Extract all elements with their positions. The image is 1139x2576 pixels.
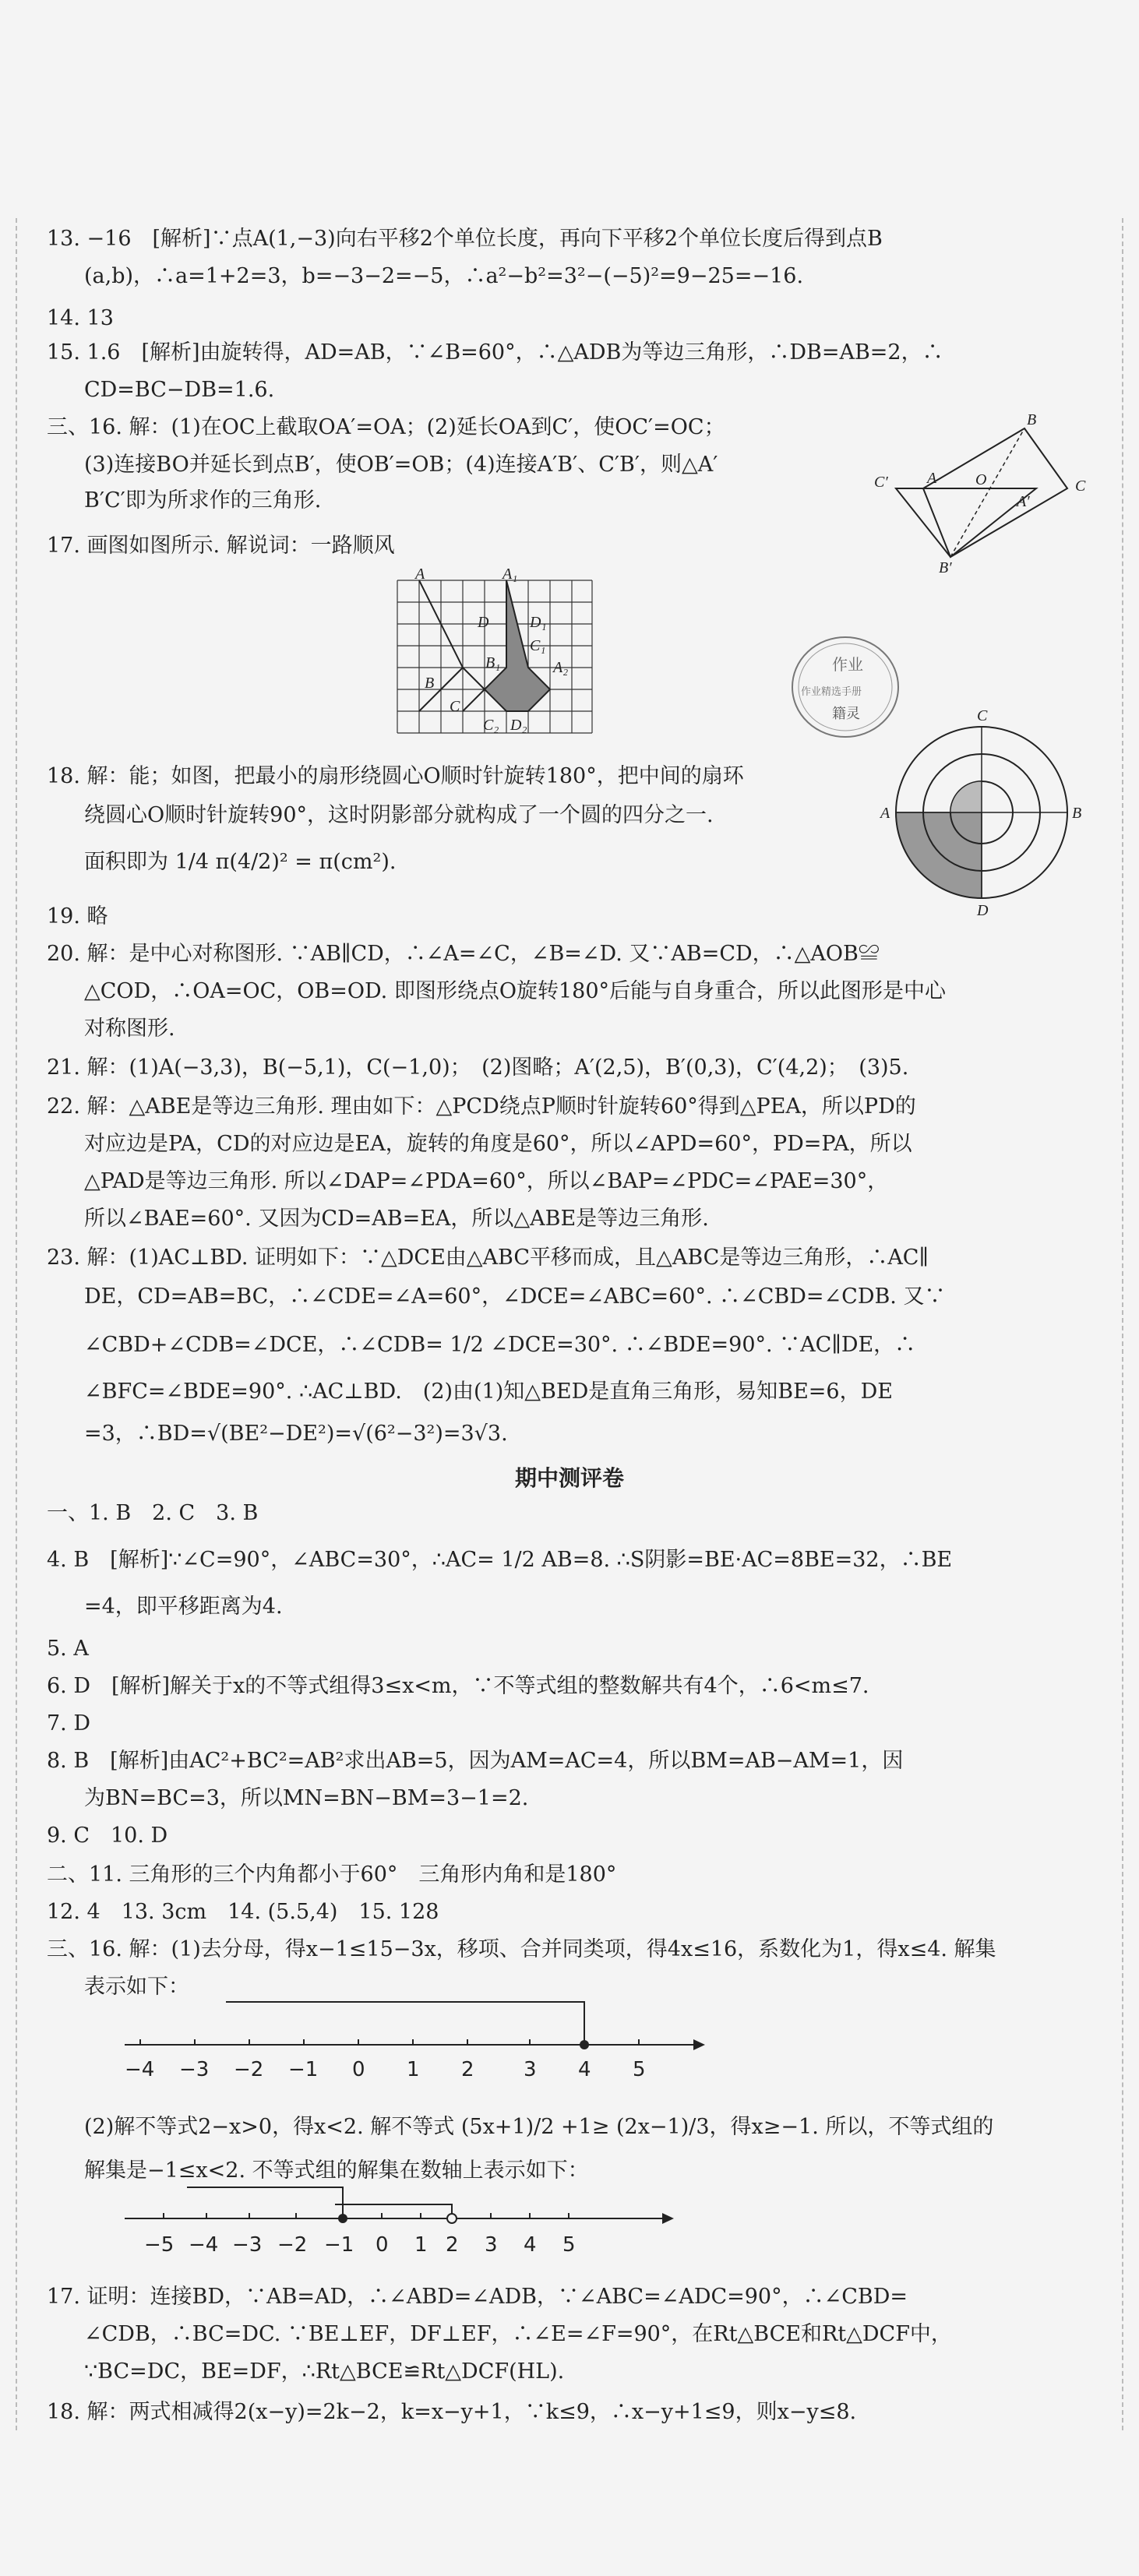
nl2-tick-8: 3 bbox=[485, 2233, 498, 2257]
number-line-2 bbox=[117, 2173, 678, 2275]
midterm-9-10: 9. C 10. D bbox=[47, 1824, 168, 1848]
midterm-16-line1: 三、16. 解：(1)去分母，得x−1≤15−3x，移项、合并同类项，得4x≤16，系数化为1，得x≤4. 解集 bbox=[47, 1937, 996, 1961]
fig17-label-D1: D₁ bbox=[530, 614, 547, 631]
answer-18-line3: 面积即为 1/4 π(4/2)² = π(cm²). bbox=[84, 850, 397, 874]
fig17-label-A: A bbox=[415, 566, 425, 583]
fig17-label-C: C bbox=[450, 698, 460, 715]
answer-20-line2: △COD，∴OA=OC，OB=OD. 即图形绕点O旋转180°后能与自身重合，所以此图形是中心 bbox=[84, 979, 947, 1003]
figure-18-circles bbox=[880, 705, 1083, 919]
answer-13-line2: (a,b)，∴a=1+2=3，b=−3−2=−5，∴a²−b²=3²−(−5)²=9−25=−16. bbox=[84, 264, 804, 288]
answer-22-line1: 22. 解：△ABE是等边三角形. 理由如下：△PCD绕点P顺时针旋转60°得到△PEA，所以PD的 bbox=[47, 1094, 916, 1119]
figure-17-grid bbox=[393, 566, 596, 740]
nl2-tick-2: −3 bbox=[232, 2233, 263, 2257]
answer-22-line4: 所以∠BAE=60°. 又因为CD=AB=EA，所以△ABE是等边三角形. bbox=[84, 1207, 709, 1231]
left-margin-dashes bbox=[16, 218, 17, 2430]
answer-14: 14. 13 bbox=[47, 306, 114, 330]
fig16-label-B1: B′ bbox=[939, 559, 952, 576]
answer-23-line5: =3，∴BD=√(BE²−DE²)=√(6²−3²)=3√3. bbox=[84, 1422, 508, 1446]
midterm-16-line4: 解集是−1≤x<2. 不等式组的解集在数轴上表示如下： bbox=[84, 2158, 589, 2183]
fig17-label-D: D bbox=[478, 614, 489, 631]
answer-16-line2: (3)连接BO并延长到点B′，使OB′=OB；(4)连接A′B′、C′B′，则△A′ bbox=[84, 453, 718, 477]
midterm-17-line1: 17. 证明：连接BD，∵AB=AD，∴∠ABD=∠ADB，∵∠ABC=∠ADC=90°，∴∠CBD= bbox=[47, 2285, 908, 2309]
midterm-16-line3: (2)解不等式2−x>0，得x<2. 解不等式 (5x+1)/2 +1≥ (2x−1)/3，得x≥−1. 所以，不等式组的 bbox=[84, 2115, 994, 2139]
nl2-tick-7: 2 bbox=[446, 2233, 459, 2257]
answer-23-line1: 23. 解：(1)AC⊥BD. 证明如下：∵△DCE由△ABC平移而成，且△ABC是等边三角形，∴AC∥ bbox=[47, 1246, 929, 1270]
midterm-16-line2: 表示如下： bbox=[84, 1975, 189, 1999]
nl1-tick-6: 2 bbox=[461, 2058, 474, 2081]
nl2-tick-0: −5 bbox=[144, 2233, 175, 2257]
nl2-tick-6: 1 bbox=[414, 2233, 428, 2257]
midterm-17-line2: ∠CDB，∴BC=DC. ∵BE⊥EF，DF⊥EF，∴∠E=∠F=90°，在Rt△BCE和Rt△DCF中， bbox=[84, 2322, 952, 2346]
nl2-tick-9: 4 bbox=[524, 2233, 537, 2257]
fig16-label-A: A bbox=[927, 470, 937, 487]
midterm-18: 18. 解：两式相减得2(x−y)=2k−2，k=x−y+1，∵k≤9，∴x−y+1≤9，则x−y≤8. bbox=[47, 2400, 857, 2424]
nl2-tick-5: 0 bbox=[376, 2233, 389, 2257]
fig18-label-C: C bbox=[977, 707, 988, 724]
answer-22-line2: 对应边是PA，CD的对应边是EA，旋转的角度是60°，所以∠APD=60°，PD=PA，所以 bbox=[84, 1132, 912, 1156]
answer-23-line2: DE，CD=AB=BC，∴∠CDE=∠A=60°，∠DCE=∠ABC=60°. ∴∠CBD=∠CDB. 又∵ bbox=[84, 1284, 946, 1309]
nl2-tick-10: 5 bbox=[562, 2233, 576, 2257]
answer-19: 19. 略 bbox=[47, 904, 108, 929]
nl1-tick-5: 1 bbox=[407, 2058, 420, 2081]
answer-13-line1: 13. −16 [解析]∵点A(1,−3)向右平移2个单位长度，再向下平移2个单位长度后得到点B bbox=[47, 227, 883, 251]
fig16-label-C1: C′ bbox=[874, 474, 888, 491]
fig17-label-A1: A₁ bbox=[503, 566, 518, 583]
midterm-8-line2: 为BN=BC=3，所以MN=BN−BM=3−1=2. bbox=[84, 1786, 529, 1810]
fig17-label-B1: B₁ bbox=[485, 654, 501, 671]
midterm-8-line1: 8. B [解析]由AC²+BC²=AB²求出AB=5，因为AM=AC=4，所以BM=AB−AM=1，因 bbox=[47, 1749, 904, 1773]
fig17-label-D2: D₂ bbox=[510, 717, 527, 734]
number-line-1 bbox=[117, 1994, 709, 2088]
midterm-17-line3: ∵BC=DC，BE=DF，∴Rt△BCE≌Rt△DCF(HL). bbox=[84, 2359, 565, 2384]
right-margin-dashes bbox=[1122, 218, 1123, 2430]
midterm-4-line2: =4，即平移距离为4. bbox=[84, 1595, 283, 1619]
stamp-text-2: 作业精选手册 bbox=[801, 686, 862, 698]
midterm-12-15: 12. 4 13. 3cm 14. (5.5,4) 15. 128 bbox=[47, 1900, 439, 1924]
midterm-4-line1: 4. B [解析]∵∠C=90°，∠ABC=30°，∴AC= 1/2 AB=8. ∴S阴影=BE·AC=8BE=32，∴BE bbox=[47, 1548, 953, 1572]
nl1-tick-7: 3 bbox=[524, 2058, 537, 2081]
answer-21: 21. 解：(1)A(−3,3)，B(−5,1)，C(−1,0)； (2)图略；A′(2,5)，B′(0,3)，C′(4,2)； (3)5. bbox=[47, 1055, 909, 1080]
nl1-tick-9: 5 bbox=[633, 2058, 646, 2081]
fig17-label-C2: C₂ bbox=[483, 717, 499, 734]
midterm-1-3: 一、1. B 2. C 3. B bbox=[47, 1501, 259, 1525]
fig17-label-A2: A₂ bbox=[553, 659, 569, 676]
answer-16-line1: 三、16. 解：(1)在OC上截取OA′=OA；(2)延长OA到C′，使OC′=OC； bbox=[47, 415, 725, 439]
stamp-text-3: 籍灵 bbox=[832, 706, 860, 722]
answer-18-line1: 18. 解：能；如图，把最小的扇形绕圆心O顺时针旋转180°，把中间的扇环 bbox=[47, 764, 744, 788]
answer-16-line3: B′C′即为所求作的三角形. bbox=[84, 488, 322, 513]
answer-23-line4: ∠BFC=∠BDE=90°. ∴AC⊥BD. (2)由(1)知△BED是直角三角形，易知BE=6，DE bbox=[84, 1380, 893, 1404]
answer-17: 17. 画图如图所示. 解说词：一路顺风 bbox=[47, 534, 395, 558]
fig18-label-D: D bbox=[977, 902, 989, 919]
answer-20-line3: 对称图形. bbox=[84, 1017, 175, 1041]
nl1-tick-2: −2 bbox=[234, 2058, 264, 2081]
answer-20-line1: 20. 解：是中心对称图形. ∵AB∥CD，∴∠A=∠C，∠B=∠D. 又∵AB=CD，∴△AOB≌ bbox=[47, 942, 880, 966]
midterm-6: 6. D [解析]解关于x的不等式组得3≤x<m，∵不等式组的整数解共有4个，∴6<m≤7. bbox=[47, 1674, 869, 1698]
nl2-tick-1: −4 bbox=[189, 2233, 219, 2257]
stamp-text-1: 作业 bbox=[832, 655, 863, 674]
nl1-tick-4: 0 bbox=[352, 2058, 365, 2081]
midterm-5: 5. A bbox=[47, 1637, 89, 1661]
nl1-tick-1: −3 bbox=[179, 2058, 210, 2081]
answer-22-line3: △PAD是等边三角形. 所以∠DAP=∠PDA=60°，所以∠BAP=∠PDC=∠PAE=30°， bbox=[84, 1169, 889, 1193]
nl1-tick-0: −4 bbox=[125, 2058, 155, 2081]
answer-15-line2: CD=BC−DB=1.6. bbox=[84, 378, 275, 402]
fig18-label-B: B bbox=[1072, 805, 1082, 822]
answer-15-line1: 15. 1.6 [解析]由旋转得，AD=AB，∵∠B=60°，∴△ADB为等边三角形，∴DB=AB=2，∴ bbox=[47, 340, 943, 365]
fig16-label-B: B bbox=[1027, 411, 1037, 428]
fig17-label-C1: C₁ bbox=[530, 637, 546, 654]
answer-18-line2: 绕圆心O顺时针旋转90°，这时阴影部分就构成了一个圆的四分之一. bbox=[84, 803, 714, 827]
nl1-tick-8: 4 bbox=[578, 2058, 591, 2081]
fig17-label-B: B bbox=[425, 675, 435, 692]
fig16-label-O: O bbox=[975, 471, 987, 488]
fig16-label-A1: A′ bbox=[1017, 493, 1030, 510]
midterm-title: 期中测评卷 bbox=[514, 1465, 624, 1491]
midterm-7: 7. D bbox=[47, 1711, 90, 1736]
fig16-label-C: C bbox=[1075, 477, 1086, 495]
fig18-label-A: A bbox=[880, 805, 890, 822]
answer-23-line3: ∠CBD+∠CDB=∠DCE，∴∠CDB= 1/2 ∠DCE=30°. ∴∠BDE=90°. ∵AC∥DE，∴ bbox=[84, 1333, 916, 1357]
nl2-tick-4: −1 bbox=[324, 2233, 354, 2257]
midterm-11: 二、11. 三角形的三个内角都小于60° 三角形内角和是180° bbox=[47, 1862, 617, 1887]
nl2-tick-3: −2 bbox=[277, 2233, 308, 2257]
nl1-tick-3: −1 bbox=[288, 2058, 319, 2081]
